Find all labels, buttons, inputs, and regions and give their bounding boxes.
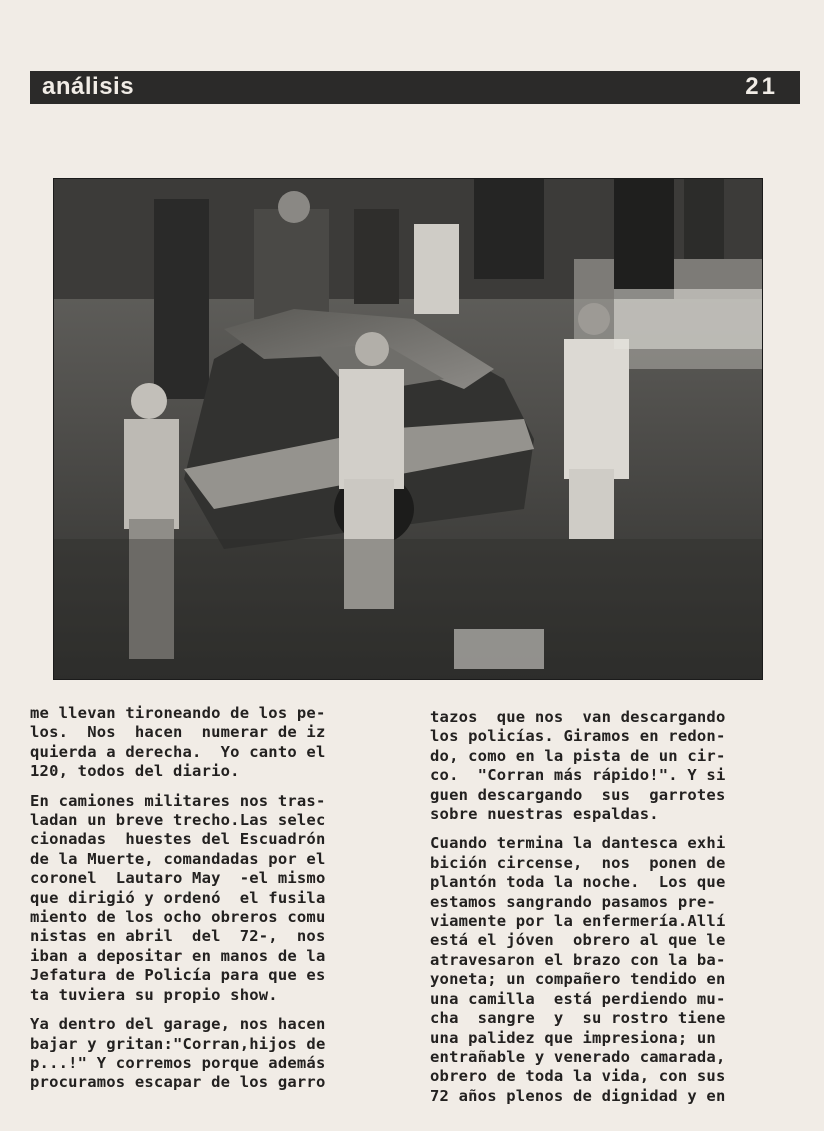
article-column-left <box>30 704 402 1103</box>
article-column-right <box>430 708 802 1116</box>
paragraph: Cuando termina la dantesca exhi bición circense, nos ponen de plantón toda la noche. Los que estamos sangrando pasamos pre- viamente por la enfermería.Allí está el jóven obrero al que le atravesaron el brazo con la ba- yoneta; un compañero tendido en una camilla está perdiendo mu- cha sangre y su rostro tiene una palidez que impresiona; un entrañable y venerado camarada, obrero de toda la vida, con sus 72 años plenos de dignidad y en <box>430 834 726 1105</box>
section-header-bar <box>30 71 800 104</box>
paragraph: En camiones militares nos tras- ladan un breve trecho.Las selec cionadas huestes del Escuadrón de la Muerte, comandadas por el coronel Lautaro May -el mismo que dirigió y ordenó el fusila miento de los ocho obreros comu nistas en abril del 72-, nos iban a depositar en manos de la Jefatura de Policía para que es ta tuviera su propio show. <box>30 791 326 1004</box>
photograph-image <box>54 179 762 679</box>
section-title: análisis <box>42 73 135 100</box>
paragraph: me llevan tironeando de los pe- los. Nos hacen numerar de iz quierda a derecha. Yo canto el 120, todos del diario. <box>30 704 326 781</box>
news-photograph <box>53 178 763 680</box>
paragraph: Ya dentro del garage, nos hacen bajar y gritan:"Corran,hijos de p...!" Y corremos porque además procuramos escapar de los garro <box>30 1015 326 1092</box>
page-number: 21 <box>745 73 778 100</box>
paragraph: tazos que nos van descargando los policías. Giramos en redon- do, como en la pista de un cir- co. "Corran más rápido!". Y si guen descargando sus garrotes sobre nuestras espaldas. <box>430 708 726 824</box>
